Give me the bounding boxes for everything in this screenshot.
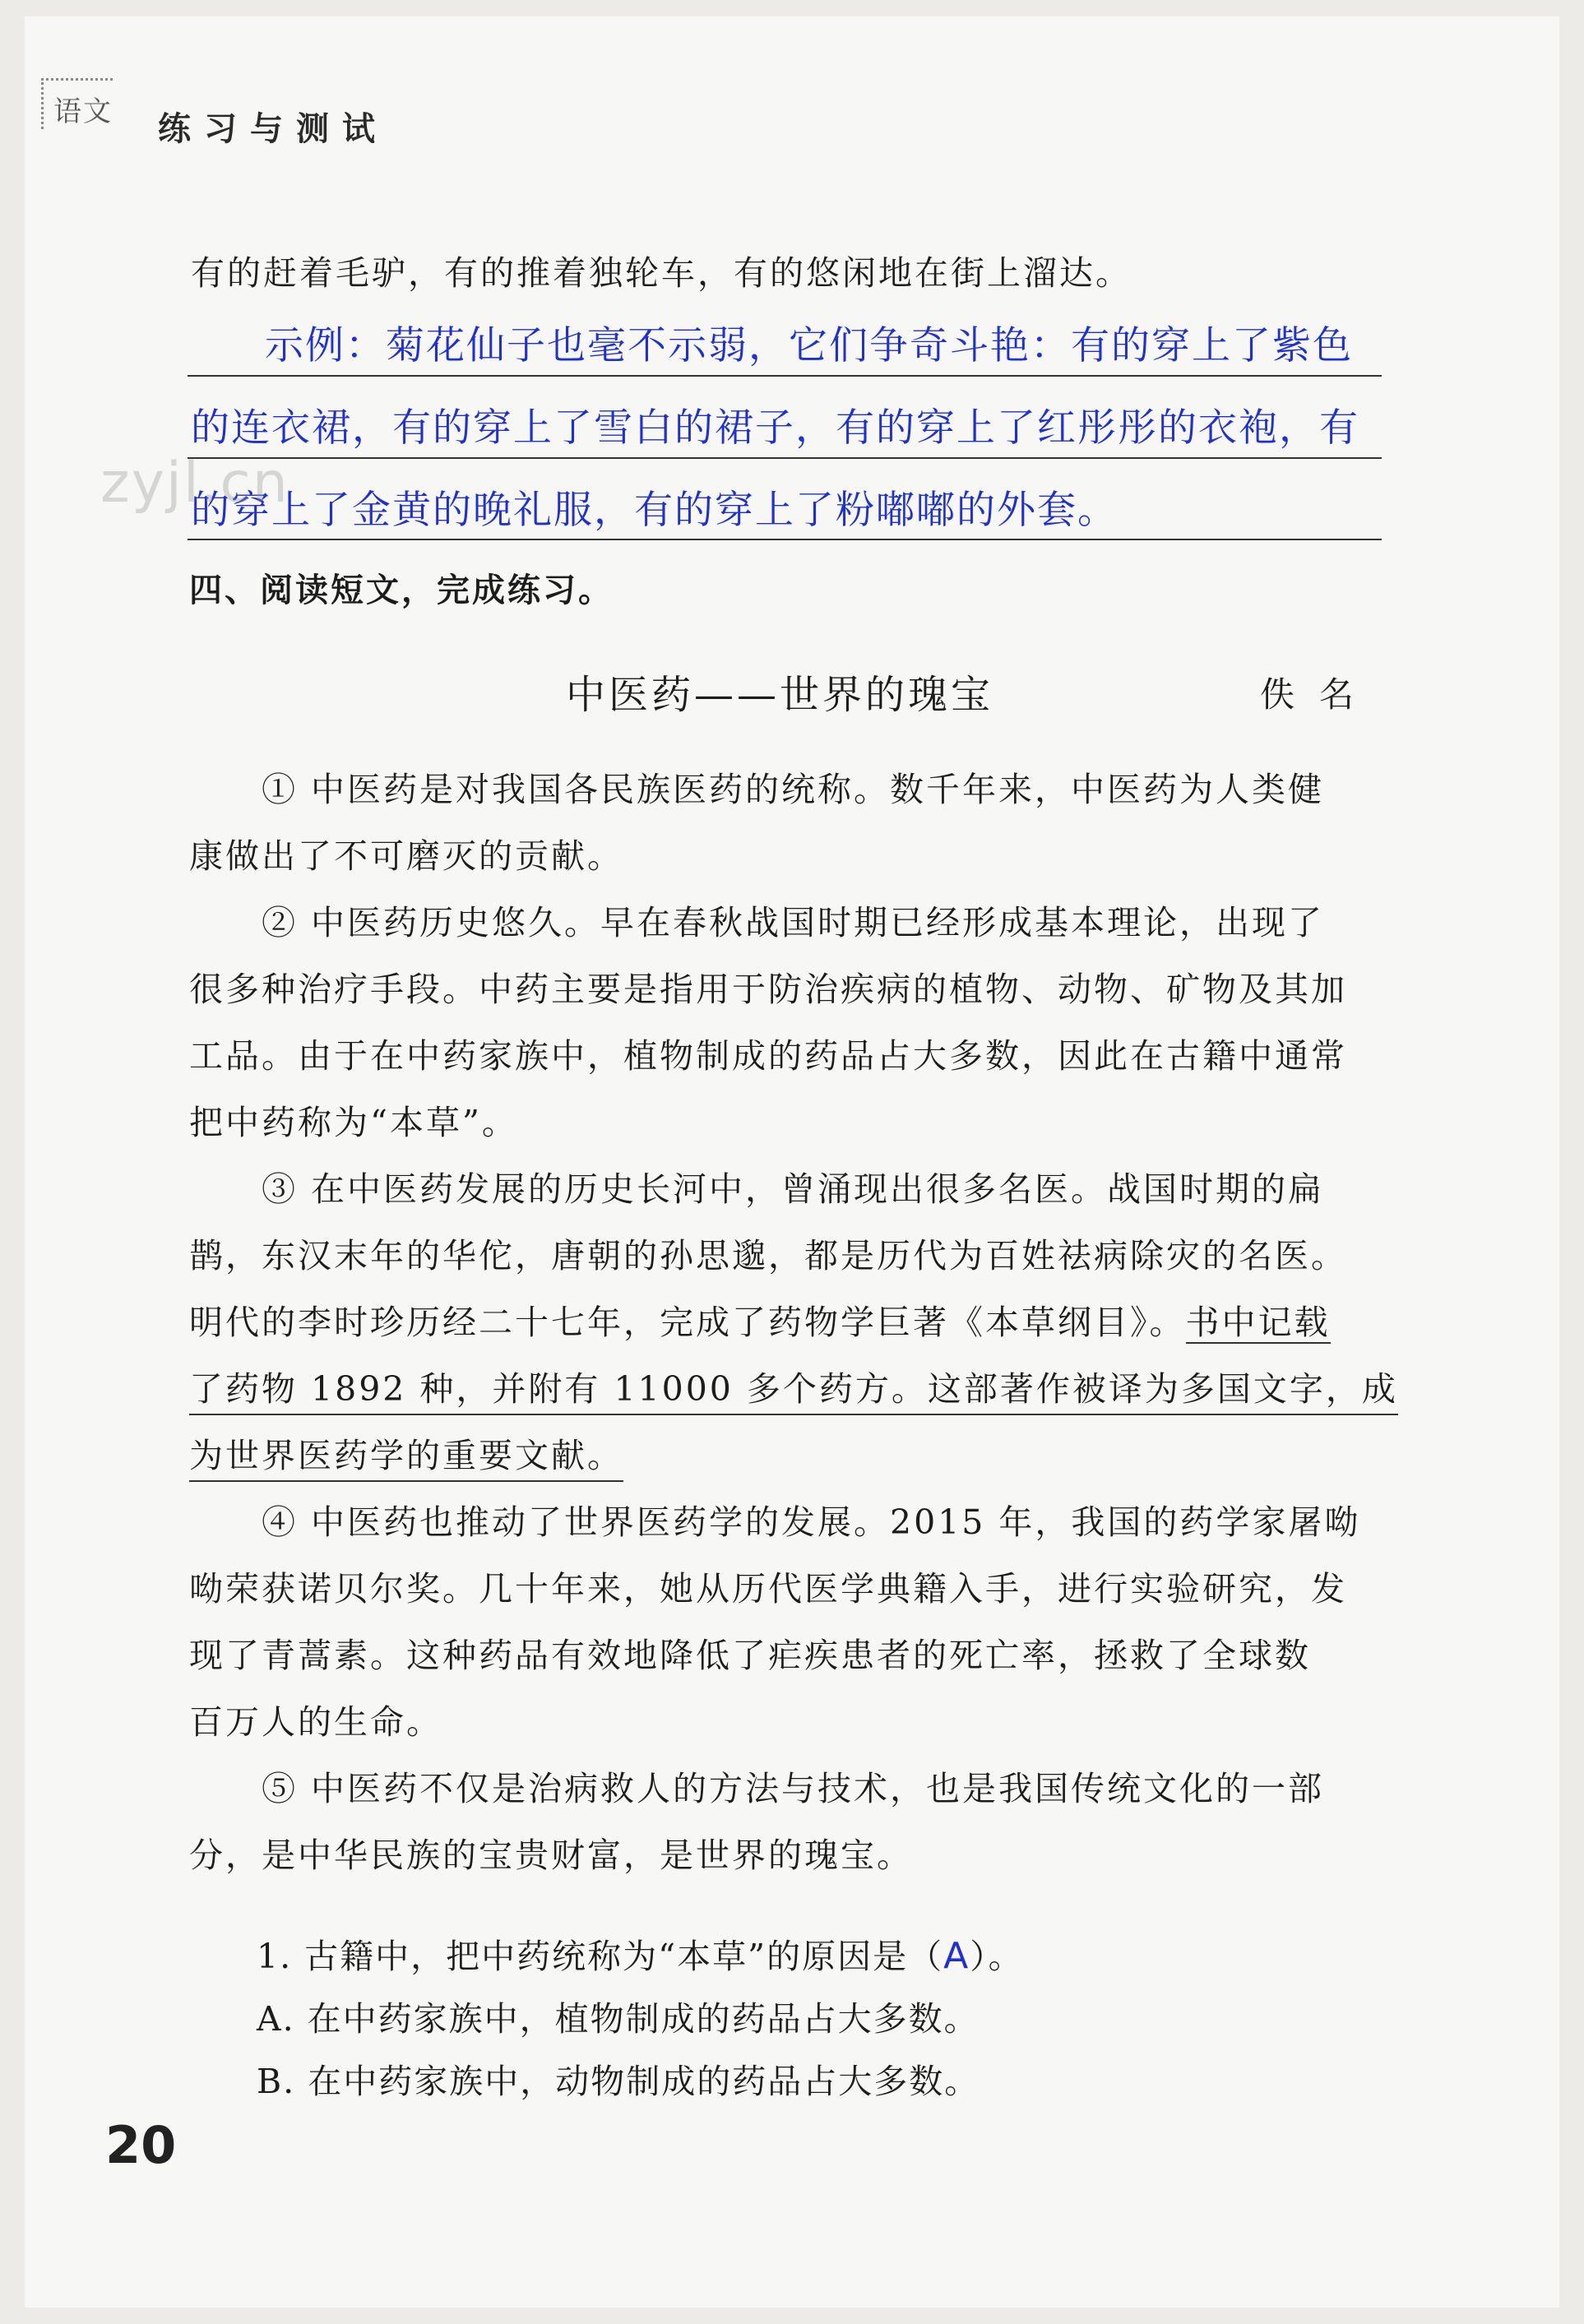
- article-author: 佚名: [1260, 674, 1379, 715]
- exercise-prompt-tail: 有的赶着毛驴，有的推着独轮车，有的悠闲地在街上溜达。: [191, 253, 1132, 293]
- paragraph-2-line-1: ② 中医药历史悠久。早在春秋战国时期已经形成基本理论，出现了: [262, 903, 1325, 942]
- question-1-option-b: B. 在中药家族中，动物制成的药品占大多数。: [257, 2062, 980, 2101]
- question-1-option-a: A. 在中药家族中，植物制成的药品占大多数。: [257, 1999, 980, 2039]
- paragraph-1-line-1: ① 中医药是对我国各民族医药的统称。数千年来，中医药为人类健: [262, 770, 1325, 809]
- paragraph-4-line-4: 百万人的生命。: [189, 1702, 442, 1742]
- question-1-prompt: [257, 1929, 1024, 1978]
- answer-line-3: 的穿上了金黄的晚礼服，有的穿上了粉嘟嘟的外套。: [191, 488, 1118, 533]
- answer-rule-2: [188, 457, 1382, 459]
- underlined-sentence-middle: 了药物 1892 种，并附有 11000 多个药方。这部著作被译为多国文字，成: [189, 1364, 1398, 1415]
- paragraph-4-line-3: 现了青蒿素。这种药品有效地降低了疟疾患者的死亡率，拯救了全球数: [189, 1636, 1311, 1675]
- section-heading: 四、阅读短文，完成练习。: [189, 572, 614, 609]
- header-subject: 语文: [41, 78, 113, 129]
- answer-line-2: 的连衣裙，有的穿上了雪白的裙子，有的穿上了红彤彤的衣袍，有: [191, 405, 1359, 451]
- paragraph-2-line-2: 很多种治疗手段。中药主要是指用于防治疾病的植物、动物、矿物及其加: [189, 970, 1347, 1009]
- answer-rule-1: [188, 375, 1382, 377]
- paragraph-2-line-4: 把中药称为“本草”。: [189, 1103, 518, 1142]
- question-1-prompt-end: ）。: [970, 1937, 1024, 1976]
- header-book-title: 练习与测试: [158, 110, 388, 148]
- paragraph-3-line-2: 鹊，东汉末年的华佗，唐朝的孙思邈，都是历代为百姓祛病除灾的名医。: [189, 1236, 1347, 1275]
- paragraph-5-line-1: ⑤ 中医药不仅是治病救人的方法与技术，也是我国传统文化的一部: [262, 1769, 1325, 1808]
- question-1-answer: A: [943, 1935, 970, 1977]
- article-title: 中医药——世界的瑰宝: [566, 672, 994, 718]
- paragraph-3-line-3: [189, 1298, 1331, 1347]
- answer-rule-3: [188, 539, 1382, 540]
- question-1-prompt-start: 1. 古籍中，把中药统称为“本草”的原因是（: [257, 1937, 944, 1976]
- underlined-sentence-end: 为世界医药学的重要文献。: [189, 1431, 623, 1482]
- underlined-sentence-start: 书中记载: [1185, 1303, 1331, 1342]
- watermark: zyjl.cn: [100, 451, 289, 516]
- answer-line-1: 示例：菊花仙子也毫不示弱，它们争奇斗艳：有的穿上了紫色: [265, 323, 1353, 368]
- paragraph-2-line-3: 工品。由于在中药家族中，植物制成的药品占大多数，因此在古籍中通常: [189, 1036, 1347, 1076]
- paragraph-1-line-2: 康做出了不可磨灭的贡献。: [189, 836, 623, 876]
- paragraph-4-line-2: 呦荣获诺贝尔奖。几十年来，她从历代医学典籍入手，进行实验研究，发: [189, 1569, 1347, 1609]
- paragraph-5-line-2: 分，是中华民族的宝贵财富，是世界的瑰宝。: [189, 1836, 913, 1875]
- paragraph-3-line-1: ③ 在中医药发展的历史长河中，曾涌现出很多名医。战国时期的扁: [262, 1169, 1325, 1209]
- paragraph-4-line-1: ④ 中医药也推动了世界医药学的发展。2015 年，我国的药学家屠呦: [262, 1502, 1361, 1542]
- paragraph-3-line-3-plain: 明代的李时珍历经二十七年，完成了药物学巨著《本草纲目》。: [189, 1303, 1186, 1342]
- page-number: 20: [105, 2115, 177, 2175]
